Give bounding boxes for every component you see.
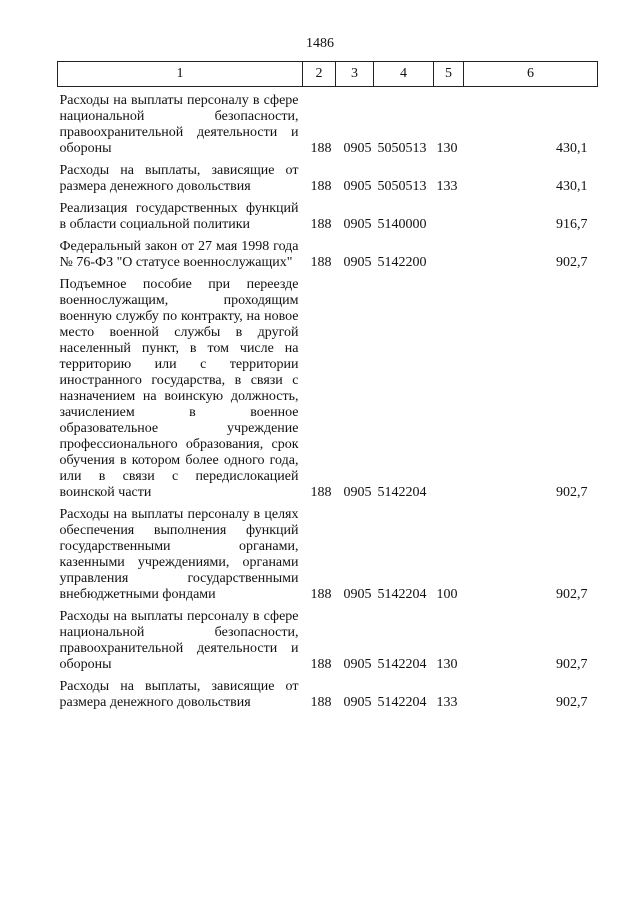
row-type-code [434,239,464,271]
row-ministry-code: 188 [310,587,332,602]
table-row [58,239,598,271]
budget-table [57,61,598,711]
row-name: Расходы на выплаты персоналу в сфере национальной безопасности, правоохранительной деятельности и обороны [59,609,299,672]
row-section-code: 0905 [343,217,372,232]
header-col-2: 2 [303,62,336,87]
row-ministry-code: 188 [310,695,332,710]
row-section-code: 0905 [343,485,372,500]
row-target-code: 5142204 [377,485,427,500]
row-section-code: 0905 [343,255,372,270]
row-ministry-code: 188 [310,657,332,672]
row-target-code: 5142204 [377,657,427,672]
row-type-code: 130 [436,657,458,672]
row-target-code: 5140000 [377,217,427,232]
row-amount: 430,1 [556,179,588,194]
row-name: Расходы на выплаты, зависящие от размера денежного довольствия [59,679,299,710]
row-ministry-code: 188 [310,255,332,270]
row-type-code: 130 [436,141,458,156]
row-target-code: 5142200 [377,255,427,270]
header-col-6: 6 [464,62,598,87]
row-target-code: 5050513 [377,179,427,194]
row-name: Реализация государственных функций в области социальной политики [59,201,299,232]
row-type-code [434,201,464,233]
header-col-5: 5 [434,62,464,87]
row-amount: 902,7 [556,255,588,270]
table-row [58,679,598,711]
row-ministry-code: 188 [310,141,332,156]
table-row [58,163,598,195]
row-ministry-code: 188 [310,217,332,232]
row-amount: 902,7 [556,657,588,672]
header-col-1: 1 [58,62,303,87]
row-name: Расходы на выплаты, зависящие от размера денежного довольствия [59,163,299,194]
row-type-code: 133 [436,695,458,710]
page-number: 1486 [306,36,334,51]
row-name: Расходы на выплаты персоналу в сфере национальной безопасности, правоохранительной деятельности и обороны [59,93,299,156]
row-section-code: 0905 [343,587,372,602]
table-row [58,507,598,603]
row-type-code [434,277,464,501]
row-target-code: 5142204 [377,695,427,710]
row-ministry-code: 188 [310,179,332,194]
row-section-code: 0905 [343,141,372,156]
table-row [58,201,598,233]
row-name: Подъемное пособие при переезде военнослужащим, проходящим военную службу по контракту, на новое место военной службы в другой населенный пункт, в том числе на территорию или с территории иностранного государства, в связи с назначением на воинскую должность, зачислением в военное образовательное учреждение профессионального образования, срок обучения в котором более одного года, или в связи с передислокацией воинской части [59,277,299,500]
row-section-code: 0905 [343,657,372,672]
table-row [58,93,598,157]
row-amount: 902,7 [556,587,588,602]
row-ministry-code: 188 [310,485,332,500]
table-row [58,609,598,673]
header-col-4: 4 [374,62,434,87]
row-type-code: 133 [436,179,458,194]
row-target-code: 5050513 [377,141,427,156]
row-amount: 902,7 [556,695,588,710]
row-type-code: 100 [436,587,458,602]
row-name: Расходы на выплаты персоналу в целях обеспечения выполнения функций государственными органами, казенными учреждениями, органами управления государственными внебюджетными фондами [59,507,299,602]
row-name: Федеральный закон от 27 мая 1998 года № 76-ФЗ "О статусе военнослужащих" [59,239,299,270]
row-amount: 902,7 [556,485,588,500]
table-header-row [58,62,598,87]
row-section-code: 0905 [343,179,372,194]
header-col-3: 3 [336,62,374,87]
table-row [58,277,598,501]
row-amount: 430,1 [556,141,588,156]
row-target-code: 5142204 [377,587,427,602]
row-amount: 916,7 [556,217,588,232]
row-section-code: 0905 [343,695,372,710]
